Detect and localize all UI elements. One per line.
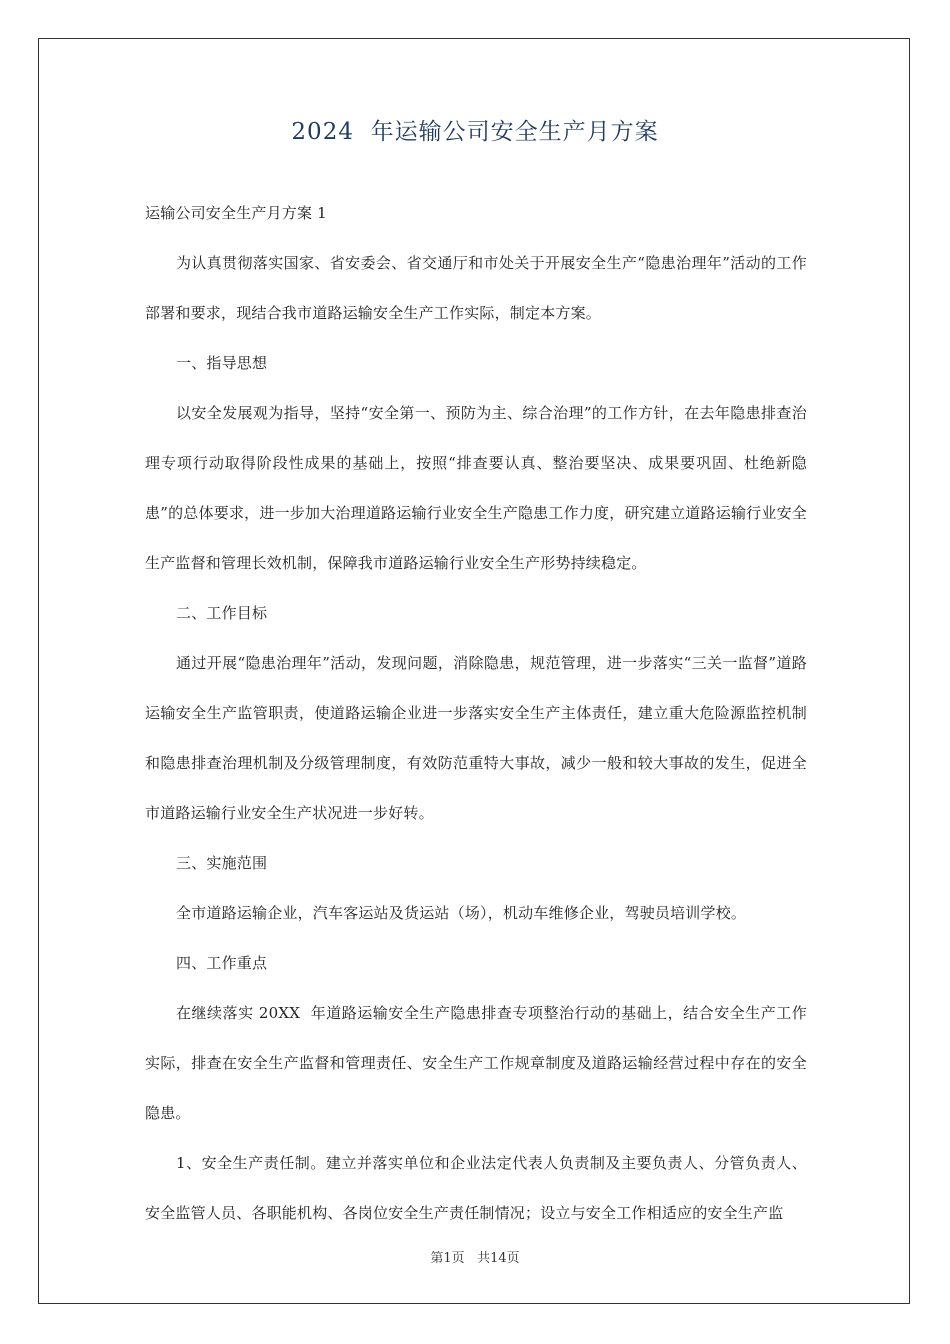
heading-scope: 三、实施范围 [176, 854, 268, 872]
paragraph-guiding-ideology: 以安全发展观为指导，坚持“安全第一、预防为主、综合治理”的工作方针，在去年隐患排查治理专项行动取得阶段性成果的基础上，按照“排查要认真、整治要坚决、成果要巩固、杜绝新隐患”的总体要求，进一步加大治理道路运输行业安全生产隐患工作力度，研究建立道路运输行业安全生产监督和管理长效机制，保障我市道路运输行业安全生产形势持续稳定。 [145, 404, 807, 572]
page-number: 第1页 [430, 1251, 465, 1266]
paragraph-responsibility-system: 1、安全生产责任制。建立并落实单位和企业法定代表人负责制及主要负责人、分管负责人、安全监管人员、各职能机构、各岗位安全生产责任制情况；设立与安全工作相适应的安全生产监 [145, 1154, 807, 1222]
page-total: 共14页 [477, 1251, 520, 1266]
paragraph-scope: 全市道路运输企业，汽车客运站及货运站（场），机动车维修企业，驾驶员培训学校。 [176, 904, 747, 922]
paragraph-intro: 为认真贯彻落实国家、省安委会、省交通厅和市处关于开展安全生产“隐患治理年”活动的工作部署和要求，现结合我市道路运输安全生产工作实际，制定本方案。 [145, 254, 807, 322]
heading-work-goals: 二、工作目标 [176, 604, 268, 622]
heading-work-focus: 四、工作重点 [176, 954, 268, 972]
paragraph-work-goals: 通过开展“隐患治理年”活动，发现问题，消除隐患，规范管理，进一步落实“三关一监督”道路运输安全生产监管职责，使道路运输企业进一步落实安全生产主体责任，建立重大危险源监控机制和隐患排查治理机制及分级管理制度，有效防范重特大事故，减少一般和较大事故的发生，促进全市道路运输行业安全生产状况进一步好转。 [145, 654, 807, 822]
document-title: 2024 年运输公司安全生产月方案 [291, 119, 659, 145]
heading-guiding-ideology: 一、指导思想 [176, 354, 268, 372]
page-footer [0, 1247, 950, 1266]
document-subtitle: 运输公司安全生产月方案 1 [145, 204, 327, 222]
paragraph-work-focus: 在继续落实 20XX 年道路运输安全生产隐患排查专项整治行动的基础上，结合安全生产工作实际，排查在安全生产监督和管理责任、安全生产工作规章制度及道路运输经营过程中存在的安全隐患。 [145, 1004, 807, 1122]
